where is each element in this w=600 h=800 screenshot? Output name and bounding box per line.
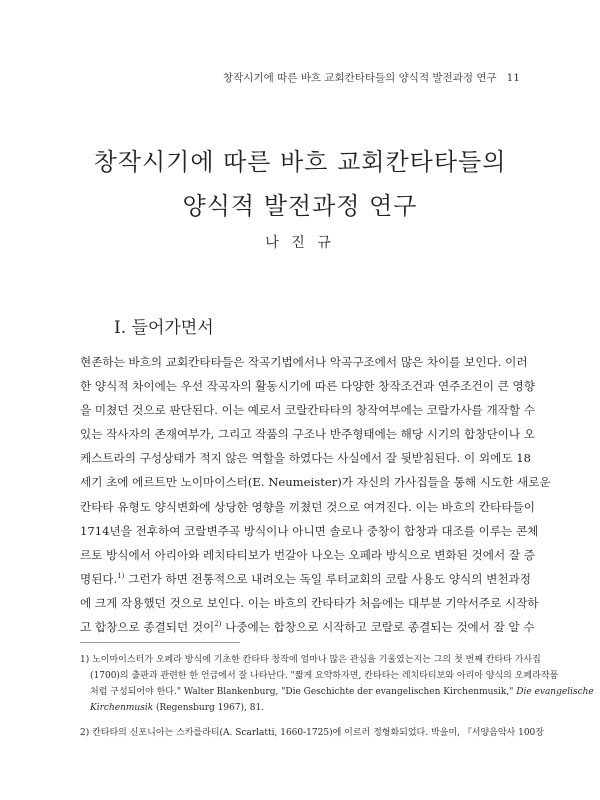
footnote-1 <box>80 652 594 716</box>
body-line: 한 양식적 차이에는 우선 작곡자의 활동시기에 따른 다양한 창작조건과 연주조건이 큰 영향 <box>80 379 535 394</box>
body-line: 현존하는 바흐의 교회칸타타들은 작곡기법에서나 악곡구조에서 많은 차이를 보인다. 이러 <box>80 355 528 369</box>
footnote-divider <box>80 642 240 643</box>
footnote-2 <box>80 725 544 741</box>
body-line-with-footnote-ref <box>80 567 531 591</box>
body-text-segment: 나중에는 합창으로 시작하고 코랄로 종결되는 것에서 잘 알 수 <box>221 620 535 635</box>
footnote-italic-title: Die evangelische <box>516 687 594 697</box>
body-line-with-footnote-ref <box>80 615 535 639</box>
body-line: 르토 방식에서 아리아와 레치타티보가 번갈아 나오는 오페라 방식으로 변화된 것에서 잘 증 <box>80 547 535 562</box>
body-line: 1714년을 전후하여 코랄변주곡 방식이나 아니면 솔로나 중창이 합창과 대조를 이루는 콘체 <box>80 523 539 538</box>
body-line: 에 크게 작용했던 것으로 보인다. 이는 바흐의 칸타타가 처음에는 대부분 기악서주로 시작하 <box>80 595 539 610</box>
body-paragraph <box>80 350 551 639</box>
footnote-line: 1) 노이마이스터가 오페라 방식에 기초한 칸타타 창작에 얼마나 많은 관심을 기울였는지는 그의 첫 번째 칸타타 가사집 <box>80 655 541 665</box>
body-line: 칸타타 유형도 양식변화에 상당한 영향을 끼쳤던 것으로 여겨진다. 이는 바흐의 칸타타들이 <box>80 499 535 514</box>
body-line: 을 미쳤던 것으로 판단된다. 이는 예로서 코랄칸타타의 창작여부에는 코랄가사를 개작할 수 <box>80 403 535 418</box>
title-line-1: 창작시기에 따른 바흐 교회칸타타들의 <box>93 148 507 176</box>
footnote-ref-2[interactable]: 2) <box>214 620 222 629</box>
page-number: 11 <box>506 72 520 84</box>
body-line: 있는 작사자의 존재여부가, 그리고 작품의 구조나 반주형태에는 해당 시기의 합창단이나 오 <box>80 427 535 442</box>
author-name: 나 진 규 <box>265 235 335 251</box>
footnote-text-segment: 처럼 구성되어야 한다." Walter Blankenburg, "Die Geschichte der evangelischen Kirchenmusik," <box>90 687 517 697</box>
article-title <box>0 140 600 228</box>
footnote-line: 2) 칸타타의 신포니아는 스카를라티(A. Scarlatti, 1660-1725)에 이르러 정형화되었다. 박을미, 『서양음악사 100장 <box>80 728 544 738</box>
footnote-line: (1700)의 출판과 관련한 한 언급에서 잘 나타난다. "짧게 요약하자면, 칸타타는 레치타티보와 아리아 양식의 오페라작품 <box>90 671 559 681</box>
title-line-2: 양식적 발전과정 연구 <box>182 192 418 220</box>
running-header <box>223 70 520 85</box>
footnote-text-segment: (Regensburg 1967), 81. <box>153 703 265 713</box>
footnote-ref-1[interactable]: 1) <box>117 571 125 580</box>
footnote-line <box>80 684 594 700</box>
footnotes <box>80 652 594 750</box>
body-line: 세기 초에 에르트만 노이마이스터(E. Neumeister)가 자신의 가사집들을 통해 시도한 새로운 <box>80 475 551 490</box>
body-text-segment: 그런가 하면 전통적으로 내려오는 독일 루터교회의 코랄 사용도 양식의 변천과정 <box>124 571 531 586</box>
body-text-segment: 명된다. <box>80 571 118 586</box>
section-heading: I. 들어가면서 <box>114 318 214 338</box>
body-text-segment: 고 합창으로 종결되던 것이 <box>80 620 215 635</box>
body-line: 케스트라의 구성상태가 적지 않은 역할을 하였다는 사실에서 잘 뒷받침된다. 이 외에도 18 <box>80 451 531 466</box>
running-header-title: 창작시기에 따른 바흐 교회칸타타들의 양식적 발전과정 연구 <box>223 72 497 84</box>
footnote-italic-title: Kirchenmusik <box>90 703 154 713</box>
footnote-line <box>80 700 520 716</box>
